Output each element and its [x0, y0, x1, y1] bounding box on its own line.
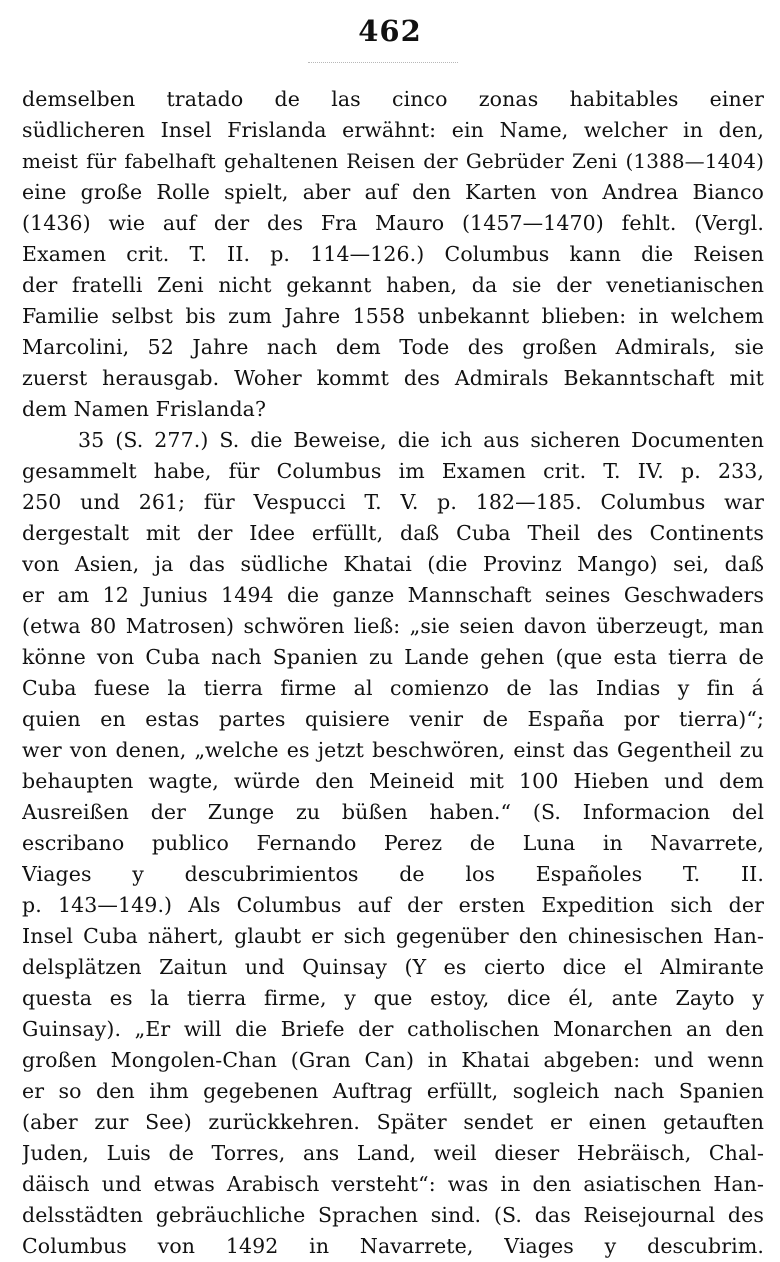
- text-line: Columbus von 1492 in Navarrete, Viages y descubrim.: [22, 1234, 764, 1258]
- text-line: großen Mongolen-Chan (Gran Can) in Khatai abgeben: und wenn: [22, 1048, 764, 1072]
- text-line: delsstädten gebräuchliche Sprachen sind. (S. das Reisejournal des: [22, 1203, 764, 1227]
- body-text: [22, 84, 764, 1262]
- text-line: demselben tratado de las cinco zonas habitables einer: [22, 87, 764, 111]
- text-line: 35 (S. 277.) S. die Beweise, die ich aus sicheren Documenten: [78, 428, 764, 452]
- text-line: zuerst herausgab. Woher kommt des Admirals Bekanntschaft mit: [22, 366, 764, 390]
- text-line: er am 12 Junius 1494 die ganze Mannschaft seines Geschwaders: [22, 583, 764, 607]
- text-line: Viages y descubrimientos de los Españoles T. II.: [22, 862, 764, 886]
- text-line: dem Namen Frislanda?: [22, 397, 267, 421]
- header-rule: [308, 62, 458, 63]
- page-number: 462: [358, 14, 422, 48]
- text-line: der fratelli Zeni nicht gekannt haben, da sie der venetianischen: [22, 273, 764, 297]
- text-line: behaupten wagte, würde den Meineid mit 100 Hieben und dem: [22, 769, 764, 793]
- text-line: (etwa 80 Matrosen) schwören ließ: „sie seien davon überzeugt, man: [22, 614, 764, 638]
- text-line: Guinsay). „Er will die Briefe der catholischen Monarchen an den: [22, 1017, 764, 1041]
- text-line: eine große Rolle spielt, aber auf den Karten von Andrea Bianco: [22, 180, 764, 204]
- text-line: Juden, Luis de Torres, ans Land, weil dieser Hebräisch, Chal-: [22, 1141, 764, 1165]
- text-line: däisch und etwas Arabisch versteht“: was in den asiatischen Han-: [22, 1172, 764, 1196]
- text-line: (aber zur See) zurückkehren. Später sendet er einen getauften: [22, 1110, 764, 1134]
- text-line: er so den ihm gegebenen Auftrag erfüllt, sogleich nach Spanien: [22, 1079, 764, 1103]
- text-line: delsplätzen Zaitun und Quinsay (Y es cierto dice el Almirante: [22, 955, 764, 979]
- text-line: Familie selbst bis zum Jahre 1558 unbekannt blieben: in welchem: [22, 304, 764, 328]
- text-line: quien en estas partes quisiere venir de España por tierra)“;: [22, 707, 764, 731]
- text-line: von Asien, ja das südliche Khatai (die Provinz Mango) sei, daß: [22, 552, 764, 576]
- text-line: 250 und 261; für Vespucci T. V. p. 182—185. Columbus war: [22, 490, 764, 514]
- text-line: Insel Cuba nähert, glaubt er sich gegenüber den chinesischen Han-: [22, 924, 764, 948]
- text-line: p. 143—149.) Als Columbus auf der ersten Expedition sich der: [22, 893, 764, 917]
- text-line: Examen crit. T. II. p. 114—126.) Columbus kann die Reisen: [22, 242, 764, 266]
- text-line: könne von Cuba nach Spanien zu Lande gehen (que esta tierra de: [22, 645, 764, 669]
- text-line: (1436) wie auf der des Fra Mauro (1457—1470) fehlt. (Vergl.: [22, 211, 764, 235]
- text-line: escribano publico Fernando Perez de Luna in Navarrete,: [22, 831, 764, 855]
- text-line: Ausreißen der Zunge zu büßen haben.“ (S. Informacion del: [22, 800, 764, 824]
- text-line: questa es la tierra firme, y que estoy, dice él, ante Zayto y: [22, 986, 764, 1010]
- text-line: wer von denen, „welche es jetzt beschwören, einst das Gegentheil zu: [22, 738, 764, 762]
- text-line: südlicheren Insel Frislanda erwähnt: ein Name, welcher in den,: [22, 118, 764, 142]
- text-line: dergestalt mit der Idee erfüllt, daß Cuba Theil des Continents: [22, 521, 764, 545]
- text-line: meist für fabelhaft gehaltenen Reisen der Gebrüder Zeni (1388—1404): [22, 149, 764, 173]
- text-line: gesammelt habe, für Columbus im Examen crit. T. IV. p. 233,: [22, 459, 764, 483]
- text-line: Cuba fuese la tierra firme al comienzo de las Indias y fin á: [22, 676, 764, 700]
- text-line: Marcolini, 52 Jahre nach dem Tode des großen Admirals, sie: [22, 335, 764, 359]
